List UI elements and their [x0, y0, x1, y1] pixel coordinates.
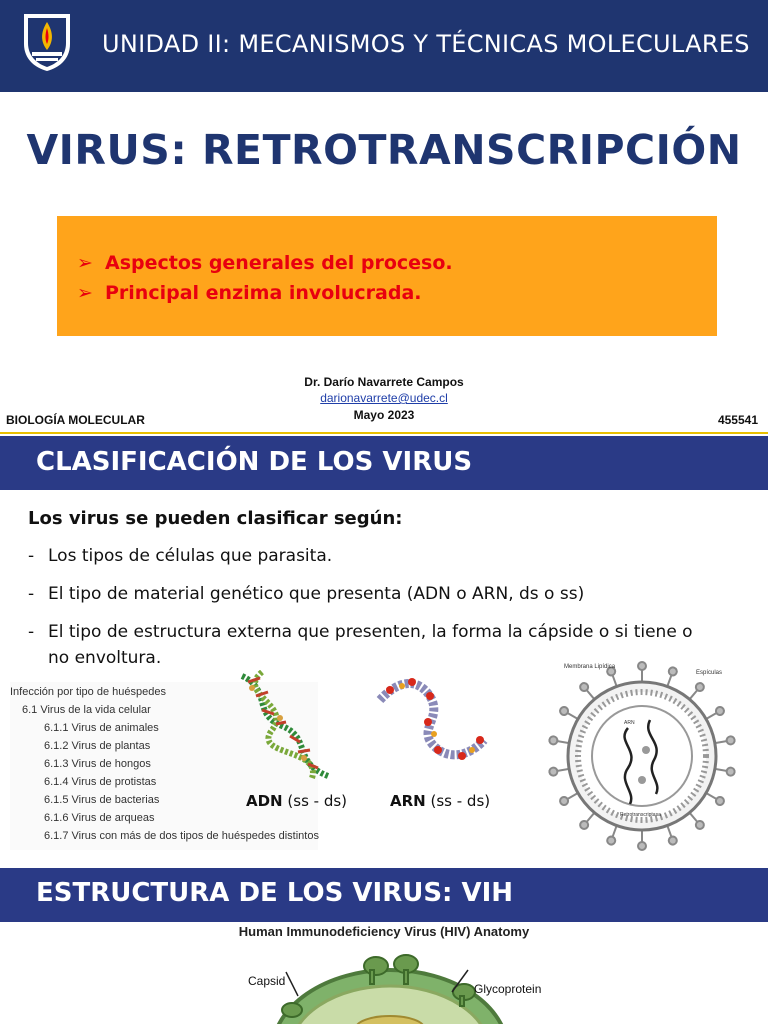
rna-strand-image: [372, 670, 492, 774]
section-bar: [0, 436, 768, 490]
classification-slide: [0, 434, 768, 868]
host-item: 6.1.2 Virus de plantas: [44, 740, 151, 752]
dna-label: ADN (ss - ds): [246, 792, 348, 810]
rna-label: ARN (ss - ds): [390, 792, 491, 810]
arrow-bullet-icon: ➢: [77, 282, 93, 304]
capsid-label: Capsid: [248, 974, 286, 988]
section-title: CLASIFICACIÓN DE LOS VIRUS: [36, 447, 473, 477]
objective-item: ➢ Aspectos generales del proceso.: [77, 252, 453, 274]
main-title: VIRUS: RETROTRANSCRIPCIÓN: [26, 126, 742, 174]
host-heading: Infección por tipo de huéspedes: [10, 686, 166, 698]
host-item: 6.1.6 Virus de arqueas: [44, 812, 155, 824]
course-name: BIOLOGÍA MOLECULAR: [6, 413, 145, 427]
presentation-date: Mayo 2023: [353, 408, 415, 422]
host-item: 6.1.4 Virus de protistas: [44, 776, 157, 788]
section-bar: [0, 868, 768, 922]
virion-diagram: [546, 658, 738, 852]
classification-item: - Los tipos de células que parasita.: [28, 546, 333, 566]
title-slide: [0, 0, 768, 434]
dna-helix-image: [232, 670, 342, 782]
objective-item: ➢ Principal enzima involucrada.: [77, 282, 422, 304]
classification-item-continuation: no envoltura.: [48, 648, 162, 668]
host-item: 6.1.5 Virus de bacterias: [44, 794, 160, 806]
course-code: 455541: [717, 413, 758, 427]
hiv-diagram-caption: Human Immunodeficiency Virus (HIV) Anatomy: [238, 924, 530, 939]
unit-title: UNIDAD II: MECANISMOS Y TÉCNICAS MOLECULARES: [102, 30, 750, 58]
host-item: 6.1.7 Virus con más de dos tipos de huéspedes distintos: [44, 830, 319, 842]
author-name: Dr. Darío Navarrete Campos: [304, 375, 464, 389]
membrane-label: Membrana Lipídica: [564, 664, 616, 670]
university-crest-icon: [20, 10, 74, 72]
arrow-bullet-icon: ➢: [77, 252, 93, 274]
header-bar: [0, 0, 768, 92]
host-subheading: 6.1 Virus de la vida celular: [22, 704, 151, 716]
host-item: 6.1.3 Virus de hongos: [44, 758, 151, 770]
classification-item: - El tipo de estructura externa que presenten, la forma la cápside o si tiene o: [28, 622, 693, 642]
author-email-link[interactable]: darionavarrete@udec.cl: [320, 391, 448, 405]
classification-lead: Los virus se pueden clasificar según:: [28, 508, 403, 529]
spikes-label: Espículas: [696, 670, 723, 676]
objectives-box: [57, 216, 717, 336]
glycoprotein-label: Glycoprotein: [474, 982, 542, 996]
enzyme-label: Retrotranscriptasa: [620, 812, 661, 818]
rna-genome-label: ARN: [624, 720, 635, 726]
classification-item: - El tipo de material genético que presenta (ADN o ARN, ds o ss): [28, 584, 585, 604]
section-title: ESTRUCTURA DE LOS VIRUS: VIH: [36, 878, 514, 908]
host-item: 6.1.1 Virus de animales: [44, 722, 159, 734]
hiv-structure-slide: [0, 868, 768, 1024]
author-email-line: [0, 391, 768, 405]
